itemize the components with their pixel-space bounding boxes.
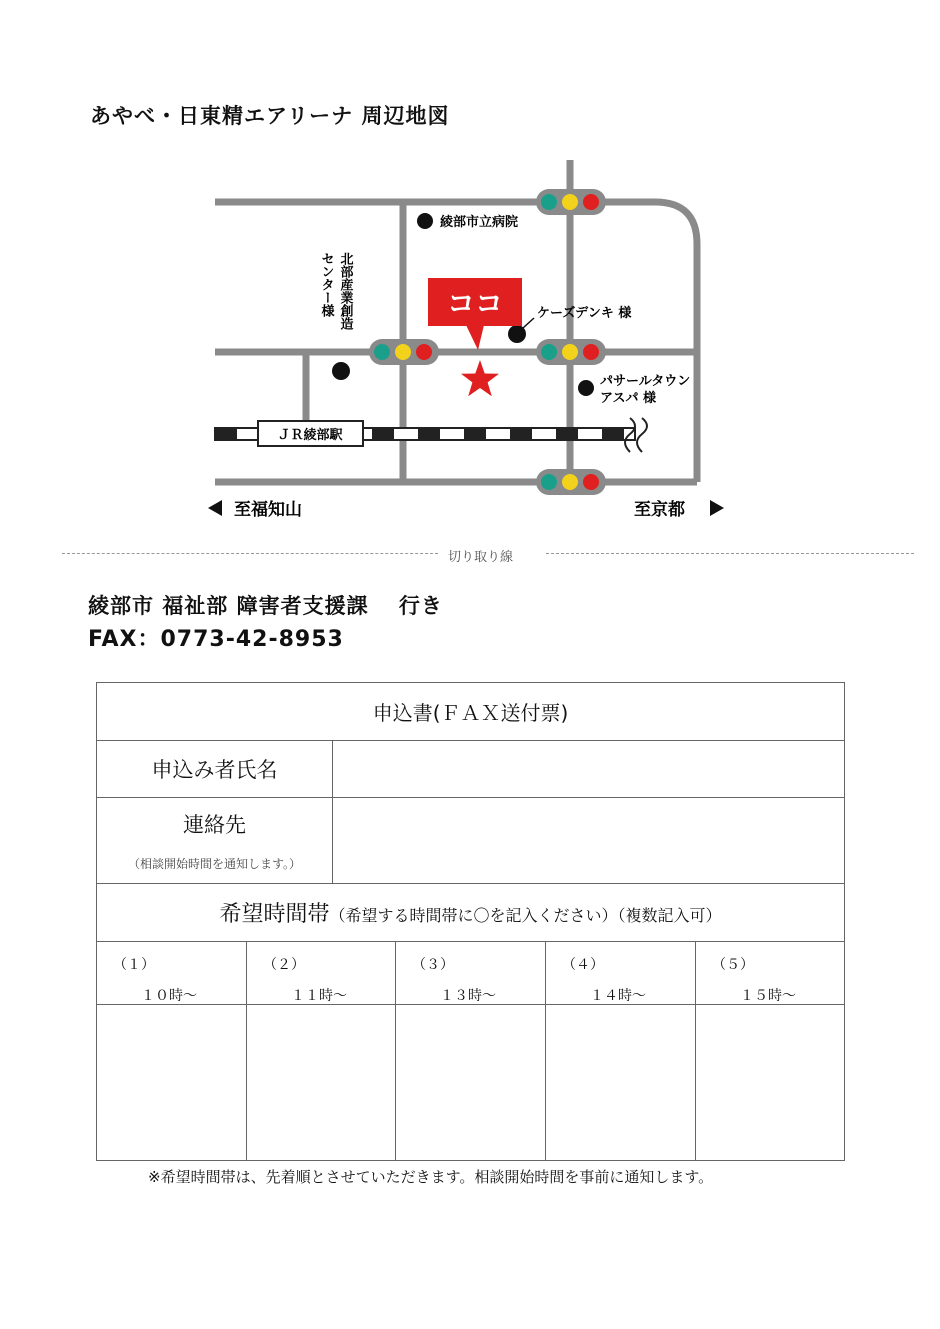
map-title: あやべ・日東精エアリーナ 周辺地図: [90, 104, 450, 128]
slot-header-4: [546, 942, 696, 1005]
slot-number: （３）: [412, 957, 454, 973]
slot-mark-box-5[interactable]: [696, 1005, 845, 1161]
cut-line-left: [62, 553, 438, 554]
arrow-left-icon: [208, 500, 222, 516]
slot-time: １５時～: [740, 988, 796, 1004]
applicant-name-label: 申込み者氏名: [97, 741, 333, 798]
direction-left-label: 至福知山: [234, 500, 302, 520]
traffic-signal-middle-left: [369, 339, 439, 365]
kitabu-label-line1: 北部産業創造: [337, 252, 353, 330]
slot-time: １４時～: [590, 988, 646, 1004]
contact-label-cell: [97, 798, 333, 884]
keiz-label: ケーズデンキ 様: [537, 306, 632, 321]
traffic-signal-top: [536, 189, 606, 215]
applicant-name-field[interactable]: [333, 741, 845, 798]
slot-time: １１時～: [291, 988, 347, 1004]
destination-line: 綾部市 福祉部 障害者支援課 行き: [88, 594, 443, 618]
contact-note: （相談開始時間を通知します。）: [127, 857, 302, 871]
footnote: ※希望時間帯は、先着順とさせていただきます。相談開始時間を事前に通知します。: [148, 1168, 714, 1186]
application-form: [96, 682, 845, 1161]
pasar-label-line1: パサールタウン: [600, 374, 691, 389]
contact-field[interactable]: [333, 798, 845, 884]
station-label: ＪＲ綾部駅: [277, 428, 343, 443]
slot-mark-box-2[interactable]: [247, 1005, 396, 1161]
traffic-signal-bottom: [536, 469, 606, 495]
slot-header-5: [696, 942, 845, 1005]
slot-mark-box-3[interactable]: [396, 1005, 546, 1161]
fax-number: FAX：0773-42-8953: [88, 627, 344, 652]
slot-number: （１）: [113, 957, 155, 973]
here-callout-label: ココ: [446, 287, 504, 320]
slot-time: １３時～: [440, 988, 496, 1004]
cut-line-right: [546, 553, 914, 554]
time-slot-header: [97, 884, 845, 942]
hospital-marker: [417, 213, 433, 229]
contact-label: 連絡先: [183, 813, 246, 837]
time-slot-instruction: （希望する時間帯に〇を記入ください）（複数記入可）: [329, 906, 722, 925]
slot-header-2: [247, 942, 396, 1005]
pasar-marker: [578, 380, 594, 396]
slot-number: （４）: [562, 957, 604, 973]
form-title: 申込書(ＦＡＸ送付票): [97, 683, 845, 741]
area-map: [200, 160, 740, 530]
slot-time: １０時～: [141, 988, 197, 1004]
slot-header-3: [396, 942, 546, 1005]
cut-line-label: 切り取り線: [448, 550, 514, 565]
kitabu-label-line2: センター様: [318, 252, 334, 317]
here-callout: [428, 278, 522, 350]
time-slot-title: 希望時間帯: [219, 902, 330, 927]
direction-right-label: 至京都: [634, 500, 685, 520]
arrow-right-icon: [710, 500, 724, 516]
slot-number: （２）: [263, 957, 305, 973]
kitabu-marker: [332, 362, 350, 380]
pasar-label-line2: アスパ 様: [600, 391, 657, 406]
slot-mark-box-4[interactable]: [546, 1005, 696, 1161]
hospital-label: 綾部市立病院: [440, 215, 519, 230]
slot-mark-box-1[interactable]: [97, 1005, 247, 1161]
slot-header-1: [97, 942, 247, 1005]
venue-star-icon: [461, 360, 499, 396]
slot-number: （５）: [712, 957, 754, 973]
traffic-signal-middle-right: [536, 339, 606, 365]
